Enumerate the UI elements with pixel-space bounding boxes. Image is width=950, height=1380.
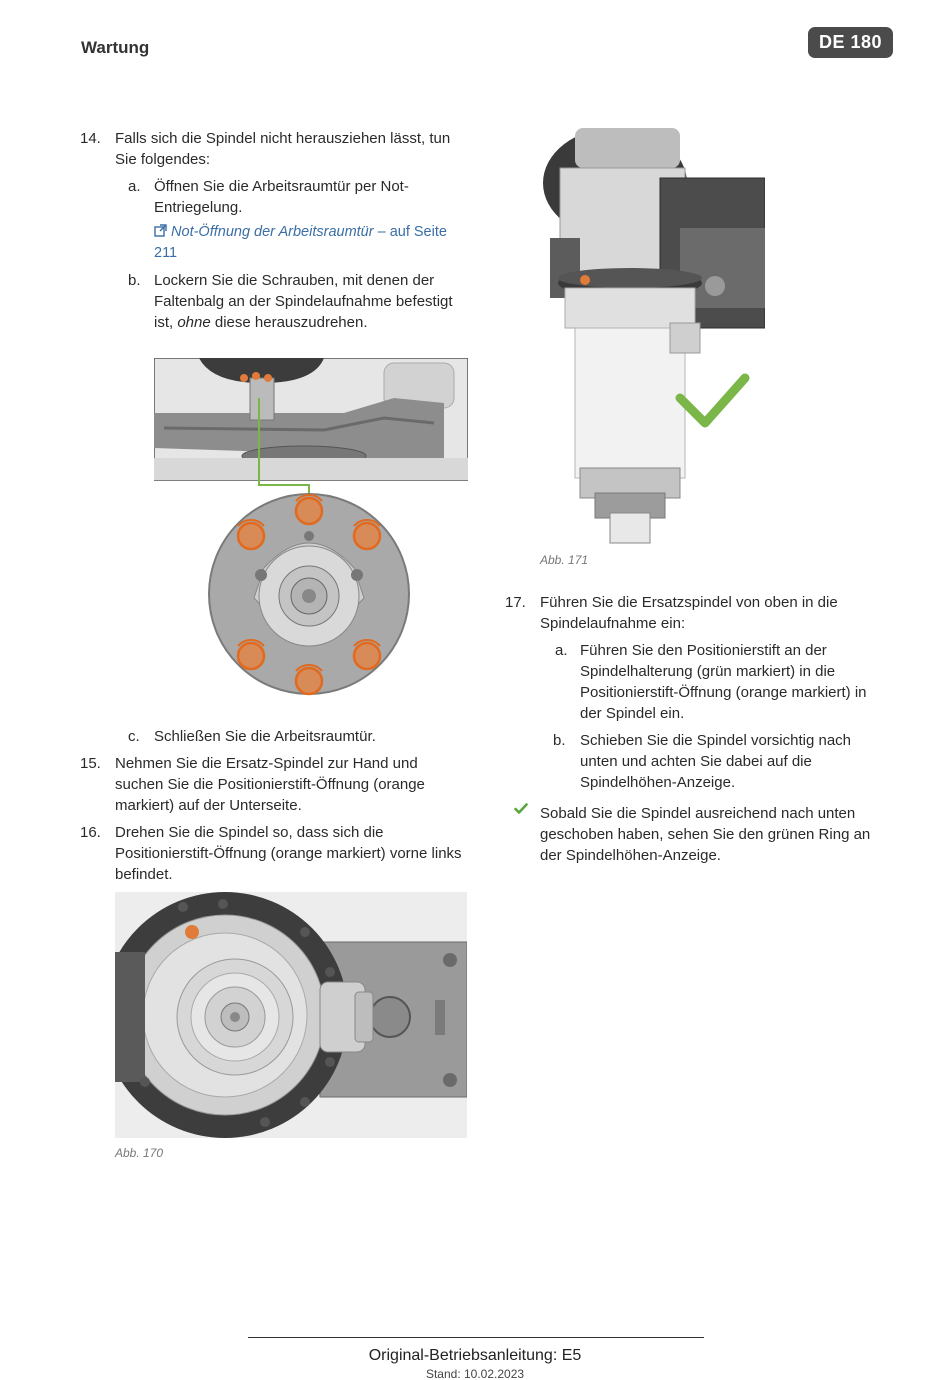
- figure-caption: Abb. 170: [115, 1146, 164, 1160]
- substep-text: Schieben Sie die Spindel vorsichtig nach unten und achten Sie dabei auf die Spindelhöhen-Anzeige.: [580, 732, 852, 791]
- substep-text-part: diese herauszudrehen.: [210, 314, 368, 331]
- external-link-icon: [154, 224, 167, 237]
- step-number: 16.: [80, 824, 101, 841]
- substep-text: Schließen Sie die Arbeitsraumtür.: [154, 728, 376, 745]
- page-number-badge: DE 180: [808, 27, 893, 58]
- substep-text: Führen Sie den Positionierstift an der Spindelhalterung (grün markiert) in die Positionierstift-Öffnung (orange markiert) in der Spindel ein.: [580, 642, 867, 722]
- spindle-side-illustration: [540, 128, 765, 550]
- figure-170-spindle-bottom: [115, 892, 467, 1138]
- substep-text: [154, 270, 470, 333]
- substep-label: a.: [555, 642, 568, 659]
- spindle-bottom-illustration: [115, 892, 467, 1138]
- result-text: Sobald Sie die Spindel ausreichend nach unten geschoben haben, sehen Sie den grünen Ring an der Spindelhöhen-Anzeige.: [540, 805, 871, 864]
- figure-171-spindle-side: [540, 128, 765, 550]
- emphasis-text: ohne: [177, 314, 211, 331]
- step-text: Führen Sie die Ersatzspindel von oben in die Spindelaufnahme ein:: [540, 594, 838, 632]
- substep-label: b.: [553, 732, 566, 749]
- footer-divider: [248, 1337, 704, 1338]
- substep-label: b.: [128, 272, 141, 289]
- step-number: 15.: [80, 755, 101, 772]
- step-text: Drehen Sie die Spindel so, dass sich die Positionierstift-Öffnung (orange markiert) vorne links befindet.: [115, 824, 462, 883]
- step-text: Nehmen Sie die Ersatz-Spindel zur Hand und suchen Sie die Positionierstift-Öffnung (orange markiert) auf der Unterseite.: [115, 755, 425, 814]
- step-text: Falls sich die Spindel nicht herausziehen lässt, tun Sie folgendes:: [115, 130, 451, 168]
- step-number: 17.: [505, 594, 526, 611]
- checkmark-icon: [680, 378, 745, 423]
- footer-title: Original-Betriebsanleitung: E5: [368, 1347, 582, 1364]
- cross-reference-link[interactable]: [154, 222, 470, 264]
- substep-label: a.: [128, 178, 141, 195]
- bellows-screws-illustration: [154, 358, 468, 700]
- figure-caption: Abb. 171: [540, 553, 589, 567]
- link-title: Not-Öffnung der Arbeitsraumtür: [171, 224, 374, 240]
- result-check-icon: [514, 803, 528, 815]
- figure-bellows-screws: [154, 358, 468, 700]
- section-title: Wartung: [81, 38, 150, 57]
- link-page-ref: – auf Seite 211: [154, 224, 447, 261]
- step-number: 14.: [80, 130, 101, 147]
- substep-text-part: Lockern Sie die Schrauben, mit denen der Faltenbalg an der Spindelaufnahme befestigt ist,: [154, 272, 453, 331]
- footer-date: Stand: 10.02.2023: [425, 1367, 525, 1380]
- substep-text: Öffnen Sie die Arbeitsraumtür per Not-Entriegelung.: [154, 178, 409, 216]
- substep-label: c.: [128, 728, 140, 745]
